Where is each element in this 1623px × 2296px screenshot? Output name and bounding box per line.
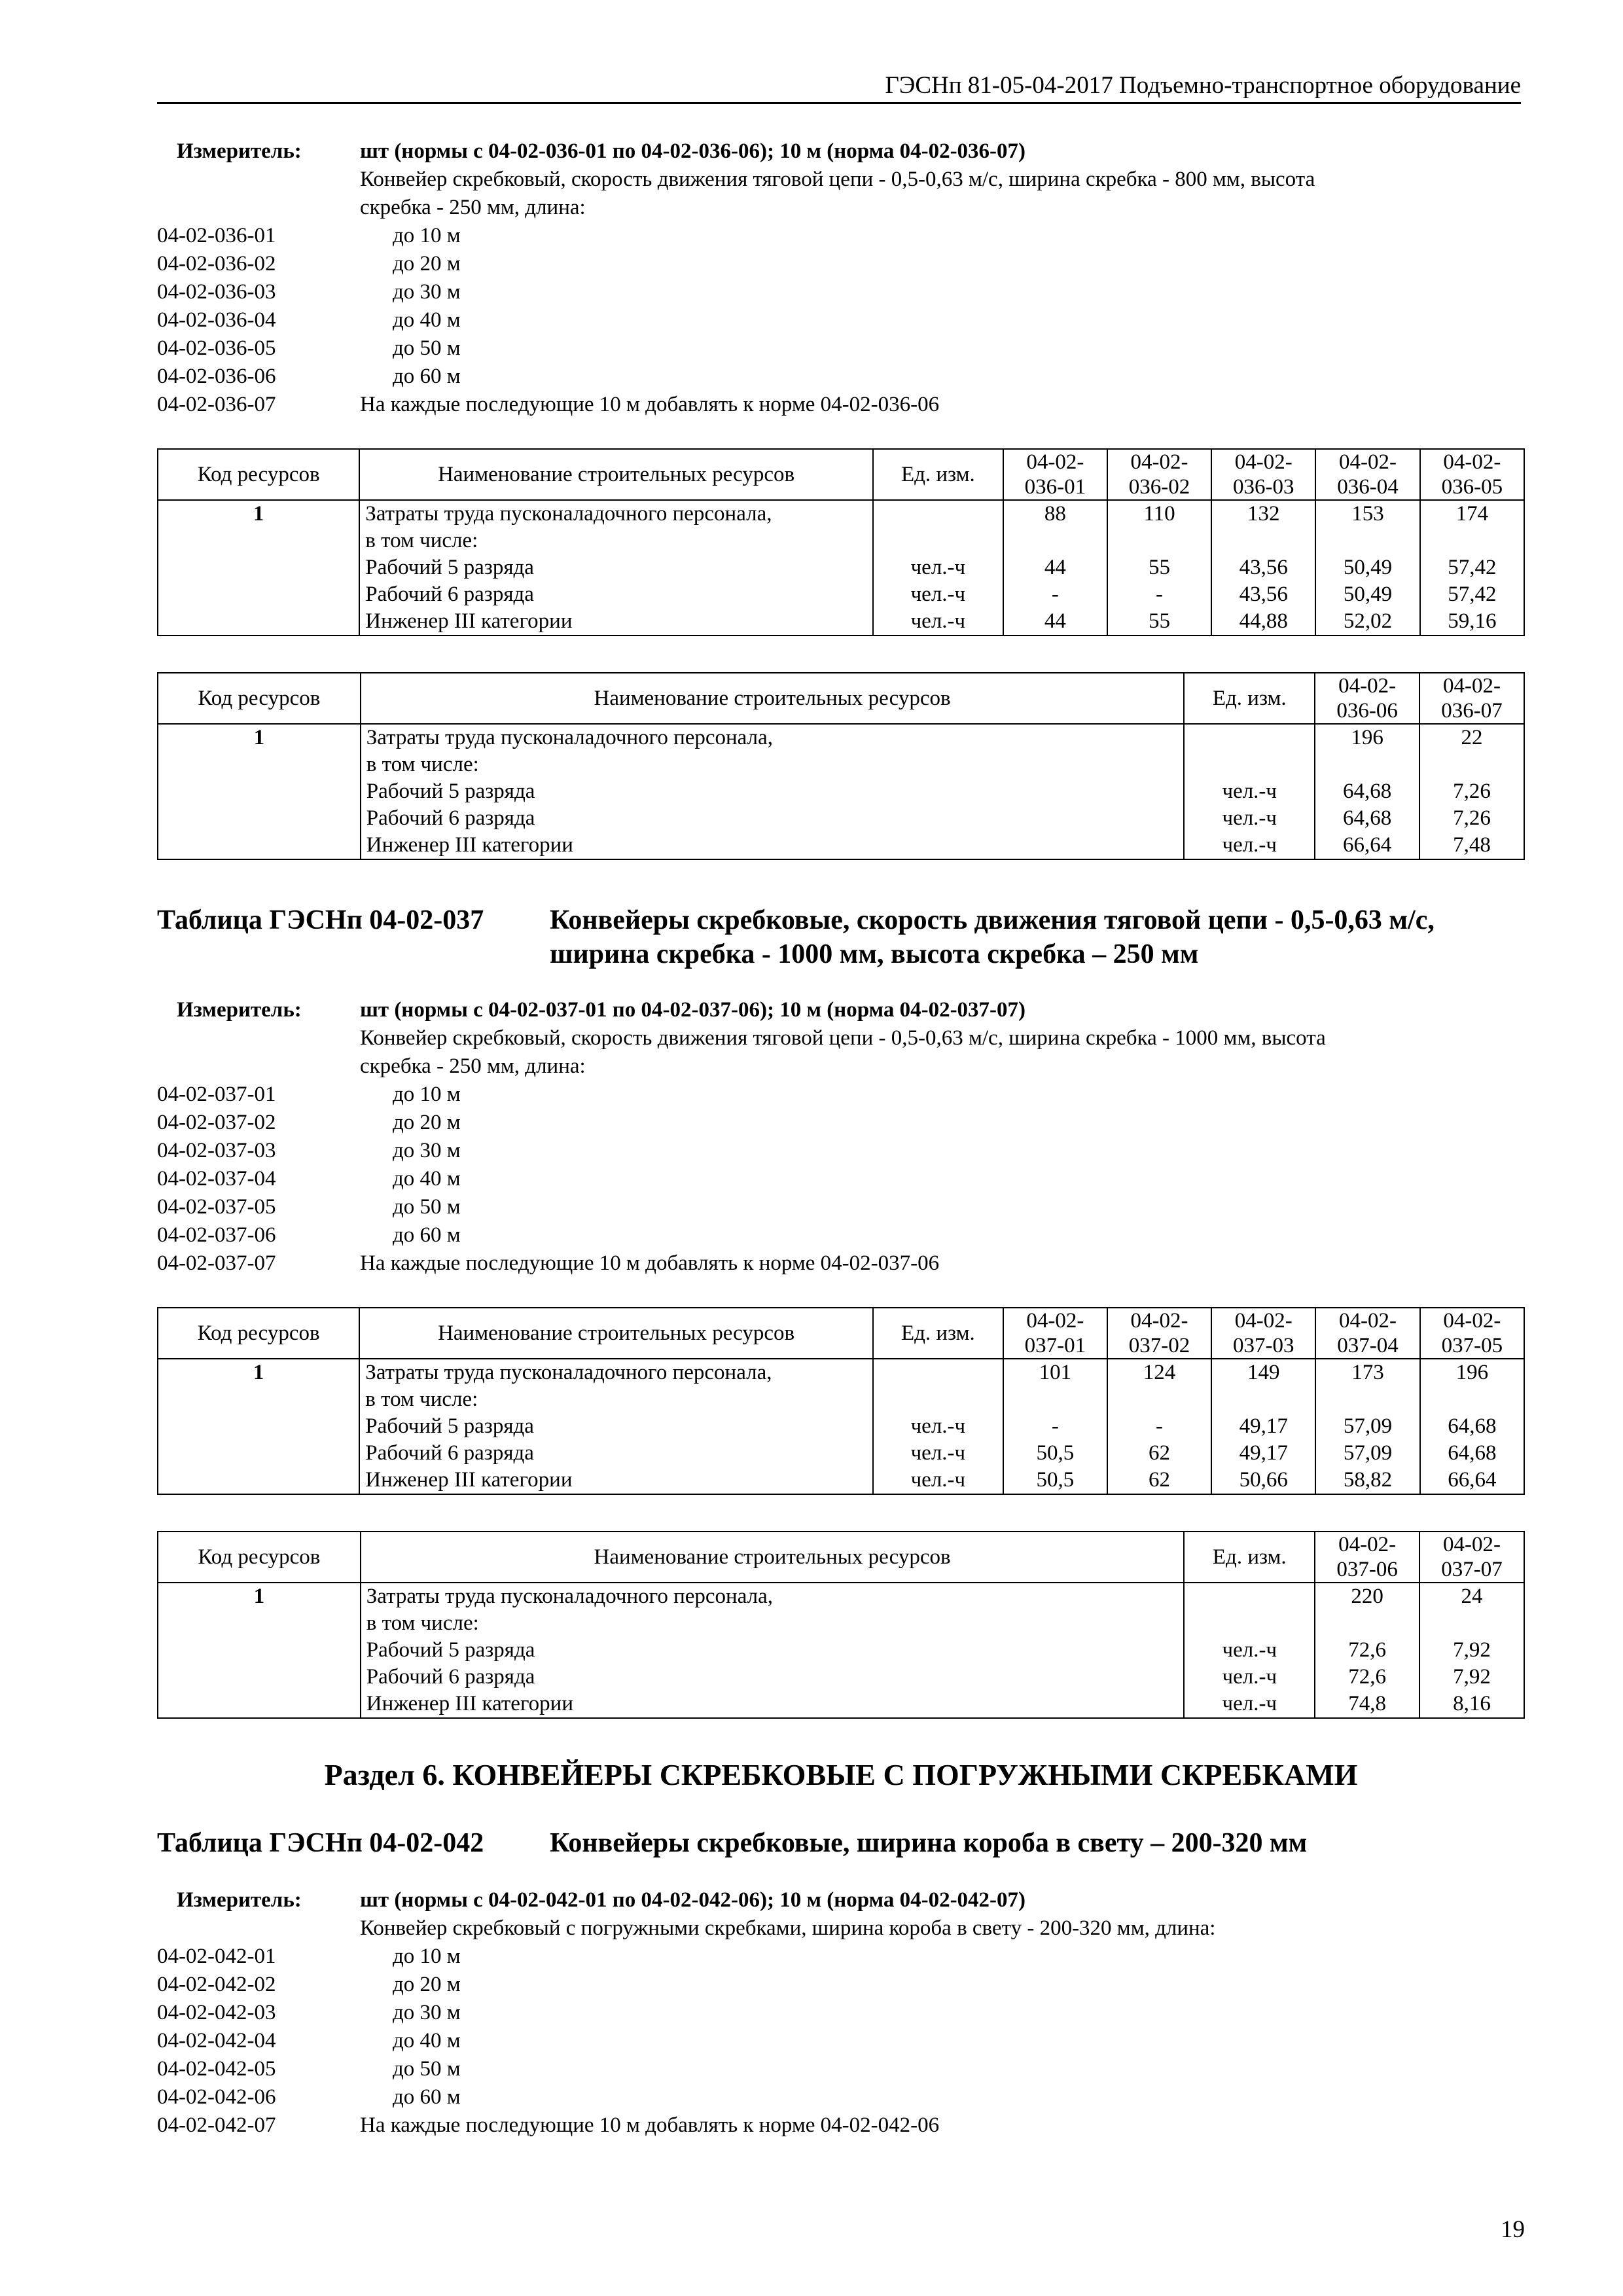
measurer-label: Измеритель:: [177, 1888, 302, 1912]
resource-unit: чел.-ч: [910, 556, 966, 579]
norm-code: 04-02-042-01: [157, 1945, 276, 1968]
norm-description: до 50 м: [393, 336, 461, 360]
measurer-text: шт (нормы с 04-02-036-01 по 04-02-036-06); 10 м (норма 04-02-036-07): [360, 139, 1026, 163]
resource-units: [873, 1359, 1003, 1494]
value-blank: [1321, 1610, 1414, 1637]
norm-values: [1315, 1583, 1419, 1718]
table-header-row: [158, 1532, 1524, 1583]
table-name: Конвейеры скребковые, скорость движения тяговой цепи - 0,5-0,63 м/с, ширина скребка - 1000 мм, высота скребка – 250 мм: [550, 905, 1435, 969]
norm-description: до 20 м: [393, 1111, 461, 1134]
measurer-description: Конвейер скребковый, скорость движения тяговой цепи - 0,5-0,63 м/с, ширина скребка - 1000 мм, высота: [360, 1026, 1326, 1050]
value-total: 88: [1044, 502, 1066, 526]
value-worker5: 64,68: [1448, 1414, 1497, 1438]
resource-name-total: Затраты труда пусконаладочного персонала,: [365, 502, 772, 526]
norm-code-row: [157, 222, 1525, 250]
resource-code: 1: [158, 500, 359, 636]
resource-name-w6: Рабочий 6 разряда: [365, 583, 534, 606]
value-worker6: 57,42: [1448, 583, 1497, 606]
unit-blank: [879, 528, 997, 554]
value-blank: [1217, 1386, 1310, 1413]
header-name: Наименование строительных ресурсов: [361, 1532, 1185, 1583]
norm-code-row: [157, 1165, 1525, 1193]
value-engineer: 62: [1149, 1468, 1170, 1492]
measurer-description-cont: скребка - 250 мм, длина:: [360, 196, 586, 219]
resource-name-w6: Рабочий 6 разряда: [366, 806, 535, 830]
resource-name-eng: Инженер III категории: [366, 833, 573, 857]
resource-unit: чел.-ч: [910, 583, 966, 606]
norm-values: [1107, 500, 1211, 636]
resource-units: [873, 500, 1003, 636]
value-engineer: 59,16: [1448, 609, 1497, 633]
header-norm-code: 04-02- 037-04: [1315, 1308, 1419, 1359]
measurer-text: шт (нормы с 04-02-037-01 по 04-02-037-06); 10 м (норма 04-02-037-07): [360, 998, 1026, 1022]
table-row: [158, 1359, 1524, 1494]
resources-table-036-01-05: [157, 448, 1525, 636]
header-unit: Ед. изм.: [873, 1308, 1003, 1359]
value-blank: [1113, 528, 1205, 554]
resource-unit: чел.-ч: [1222, 1638, 1277, 1662]
header-unit: Ед. изм.: [1184, 1532, 1315, 1583]
norm-description: до 60 м: [393, 2085, 461, 2109]
norm-code: 04-02-036-01: [157, 224, 276, 247]
norm-code-row: [157, 1109, 1525, 1137]
resource-name-w5: Рабочий 5 разряда: [366, 1638, 535, 1662]
value-blank: [1426, 1386, 1518, 1413]
value-engineer: 44,88: [1239, 609, 1288, 633]
resource-code: 1: [158, 724, 361, 859]
header-norm-code: 04-02- 036-07: [1419, 673, 1524, 724]
value-worker6: 64,68: [1342, 806, 1392, 830]
header-code: Код ресурсов: [158, 1308, 359, 1359]
value-engineer: 58,82: [1343, 1468, 1393, 1492]
norm-code: 04-02-042-06: [157, 2085, 276, 2109]
resource-unit: чел.-ч: [1222, 1665, 1277, 1689]
resource-names: [359, 500, 873, 636]
header-norm-code: 04-02- 037-07: [1419, 1532, 1524, 1583]
value-engineer: 7,48: [1453, 833, 1491, 857]
norm-code: 04-02-036-04: [157, 308, 276, 332]
table-title-042: [157, 1826, 1525, 1860]
resources-table-037-06-07: [157, 1531, 1525, 1719]
norm-code-row: [157, 363, 1525, 391]
norm-values: [1107, 1359, 1211, 1494]
measurer-block-042: [157, 1886, 1525, 2140]
norm-code-row: [157, 334, 1525, 363]
value-engineer: 55: [1149, 609, 1170, 633]
resource-name-w6: Рабочий 6 разряда: [365, 1441, 534, 1465]
unit-blank: [1190, 725, 1309, 751]
value-blank: [1217, 528, 1310, 554]
resource-name-eng: Инженер III категории: [366, 1692, 573, 1715]
value-worker6: 7,92: [1453, 1665, 1491, 1689]
norm-code-row: [157, 1193, 1525, 1221]
resource-unit: чел.-ч: [1222, 833, 1277, 857]
resource-name-eng: Инженер III категории: [365, 609, 573, 633]
norm-values: [1315, 500, 1419, 636]
norm-code: 04-02-037-04: [157, 1167, 276, 1191]
resource-units: [1184, 724, 1315, 859]
table-number: Таблица ГЭСНп 04-02-037: [157, 905, 484, 935]
norm-code: 04-02-037-07: [157, 1251, 276, 1275]
resource-name-incl: в том числе:: [365, 529, 478, 552]
value-worker5: 64,68: [1342, 780, 1392, 803]
unit-blank: [1190, 1583, 1309, 1610]
norm-code: 04-02-042-04: [157, 2029, 276, 2053]
value-engineer: 66,64: [1448, 1468, 1497, 1492]
header-norm-code: 04-02- 036-04: [1315, 449, 1419, 500]
norm-description: до 40 м: [393, 1167, 461, 1191]
resource-name-incl: в том числе:: [366, 753, 479, 776]
value-worker5: 55: [1149, 556, 1170, 579]
value-engineer: 44: [1044, 609, 1066, 633]
value-worker5: 72,6: [1348, 1638, 1387, 1662]
resource-name-w5: Рабочий 5 разряда: [365, 1414, 534, 1438]
norm-values: [1315, 724, 1419, 859]
value-worker6: 72,6: [1348, 1665, 1387, 1689]
norm-values: [1211, 500, 1315, 636]
norm-description: до 20 м: [393, 252, 461, 276]
value-worker6: 50,49: [1343, 583, 1393, 606]
measurer-description: Конвейер скребковый, скорость движения тяговой цепи - 0,5-0,63 м/с, ширина скребка - 800 мм, высота: [360, 168, 1315, 191]
page-header: ГЭСНп 81-05-04-2017 Подъемно-транспортное оборудование: [157, 71, 1521, 104]
resource-code: 1: [158, 1359, 359, 1494]
resource-unit: чел.-ч: [910, 1414, 966, 1438]
value-worker5: 44: [1044, 556, 1066, 579]
table-title-037: [157, 903, 1525, 971]
value-engineer: 66,64: [1342, 833, 1392, 857]
value-worker5: 57,42: [1448, 556, 1497, 579]
value-worker6: 7,26: [1453, 806, 1491, 830]
unit-blank: [879, 501, 997, 528]
norm-code-row: [157, 1137, 1525, 1165]
norm-description: до 30 м: [393, 2001, 461, 2024]
resource-name-w6: Рабочий 6 разряда: [366, 1665, 535, 1689]
resource-name-w5: Рабочий 5 разряда: [366, 780, 535, 803]
value-engineer: 52,02: [1343, 609, 1393, 633]
norm-values: [1211, 1359, 1315, 1494]
norm-code: 04-02-036-06: [157, 365, 276, 388]
resource-names: [359, 1359, 873, 1494]
norm-code: 04-02-042-02: [157, 1973, 276, 1996]
resource-name-incl: в том числе:: [366, 1611, 479, 1635]
norm-values: [1420, 500, 1524, 636]
resource-name-total: Затраты труда пусконаладочного персонала,: [366, 1585, 773, 1608]
norm-description: до 60 м: [393, 365, 461, 388]
measurer-block-037: [157, 996, 1525, 1278]
header-name: Наименование строительных ресурсов: [361, 673, 1185, 724]
value-engineer: 50,5: [1036, 1468, 1075, 1492]
resource-unit: чел.-ч: [1222, 1692, 1277, 1715]
norm-code-row: [157, 1943, 1525, 1971]
resource-name-total: Затраты труда пусконаладочного персонала,: [365, 1361, 772, 1384]
table-row: [158, 500, 1524, 636]
norm-values: [1419, 724, 1524, 859]
measurer-row: [157, 1886, 1525, 1914]
page-number: 19: [1501, 2216, 1525, 2243]
value-blank: [1321, 1386, 1414, 1413]
norm-code: 04-02-036-03: [157, 280, 276, 304]
header-name: Наименование строительных ресурсов: [359, 1308, 873, 1359]
table-header-row: [158, 673, 1524, 724]
norm-description: до 40 м: [393, 308, 461, 332]
norm-code-row: [157, 1221, 1525, 1249]
value-worker5: -: [1051, 1414, 1059, 1438]
resource-unit: чел.-ч: [910, 1468, 966, 1492]
header-norm-code: 04-02- 036-05: [1420, 449, 1524, 500]
value-worker5: 49,17: [1239, 1414, 1288, 1438]
norm-code-row: [157, 250, 1525, 278]
norm-description: На каждые последующие 10 м добавлять к норме 04-02-042-06: [360, 2113, 940, 2137]
value-total: 24: [1461, 1585, 1483, 1608]
value-total: 220: [1351, 1585, 1383, 1608]
norm-code: 04-02-037-01: [157, 1083, 276, 1106]
measurer-row: [157, 996, 1525, 1024]
norm-code-row: [157, 2055, 1525, 2083]
norm-code: 04-02-036-07: [157, 393, 276, 416]
measurer-row: [157, 137, 1525, 166]
measurer-description: Конвейер скребковый с погружными скребками, ширина короба в свету - 200-320 мм, длина:: [360, 1916, 1216, 1940]
norm-values: [1419, 1583, 1524, 1718]
unit-blank: [1190, 1610, 1309, 1637]
table-row: [158, 724, 1524, 859]
value-worker6: 49,17: [1239, 1441, 1288, 1465]
value-total: 22: [1461, 726, 1483, 749]
value-worker5: 50,49: [1343, 556, 1393, 579]
value-total: 132: [1247, 502, 1280, 526]
header-norm-code: 04-02- 037-06: [1315, 1532, 1419, 1583]
value-worker6: -: [1156, 583, 1163, 606]
header-code: Код ресурсов: [158, 673, 361, 724]
norm-values: [1420, 1359, 1524, 1494]
section-title: Раздел 6. КОНВЕЙЕРЫ СКРЕБКОВЫЕ С ПОГРУЖНЫМИ СКРЕБКАМИ: [324, 1758, 1358, 1791]
value-total: 173: [1351, 1361, 1384, 1384]
norm-description: до 30 м: [393, 280, 461, 304]
value-worker5: 43,56: [1239, 556, 1288, 579]
norm-code-row: [157, 2111, 1525, 2140]
resource-name-incl: в том числе:: [365, 1388, 478, 1411]
value-blank: [1425, 751, 1518, 778]
norm-code-row: [157, 391, 1525, 419]
table-header-row: [158, 1308, 1524, 1359]
norm-description: до 50 м: [393, 1195, 461, 1219]
measurer-label: Измеритель:: [177, 998, 302, 1022]
value-worker6: 50,5: [1036, 1441, 1075, 1465]
value-blank: [1321, 528, 1414, 554]
norm-values: [1003, 1359, 1107, 1494]
value-worker5: 57,09: [1343, 1414, 1393, 1438]
norm-description: На каждые последующие 10 м добавлять к норме 04-02-037-06: [360, 1251, 940, 1275]
unit-blank: [1190, 751, 1309, 778]
norm-code: 04-02-036-05: [157, 336, 276, 360]
norm-description: до 30 м: [393, 1139, 461, 1162]
resource-code: 1: [158, 1583, 361, 1718]
header-code: Код ресурсов: [158, 1532, 361, 1583]
resource-name-w5: Рабочий 5 разряда: [365, 556, 534, 579]
norm-code: 04-02-037-02: [157, 1111, 276, 1134]
value-total: 153: [1351, 502, 1384, 526]
value-blank: [1009, 528, 1101, 554]
value-engineer: 8,16: [1453, 1692, 1491, 1715]
header-norm-code: 04-02- 037-03: [1211, 1308, 1315, 1359]
measurer-label: Измеритель:: [177, 139, 302, 163]
value-blank: [1425, 1610, 1518, 1637]
value-blank: [1426, 528, 1518, 554]
value-total: 124: [1143, 1361, 1176, 1384]
value-total: 196: [1455, 1361, 1489, 1384]
value-worker5: 7,26: [1453, 780, 1491, 803]
value-total: 196: [1351, 726, 1383, 749]
resources-table-037-01-05: [157, 1307, 1525, 1495]
norm-description: до 20 м: [393, 1973, 461, 1996]
header-norm-code: 04-02- 036-03: [1211, 449, 1315, 500]
norm-code: 04-02-037-06: [157, 1223, 276, 1247]
header-unit: Ед. изм.: [873, 449, 1003, 500]
norm-code: 04-02-042-03: [157, 2001, 276, 2024]
value-total: 174: [1455, 502, 1489, 526]
resource-name-eng: Инженер III категории: [365, 1468, 573, 1492]
resources-table-036-06-07: [157, 672, 1525, 860]
table-row: [158, 1583, 1524, 1718]
norm-values: [1315, 1359, 1419, 1494]
unit-blank: [879, 1359, 997, 1386]
norm-code-row: [157, 278, 1525, 306]
value-worker5: 7,92: [1453, 1638, 1491, 1662]
resource-unit: чел.-ч: [910, 609, 966, 633]
header-norm-code: 04-02- 037-01: [1003, 1308, 1107, 1359]
header-norm-code: 04-02- 036-02: [1107, 449, 1211, 500]
value-total: 101: [1039, 1361, 1072, 1384]
resource-names: [361, 1583, 1185, 1718]
norm-code-row: [157, 1249, 1525, 1278]
table-number: Таблица ГЭСНп 04-02-042: [157, 1828, 484, 1858]
value-blank: [1009, 1386, 1101, 1413]
value-engineer: 50,66: [1239, 1468, 1288, 1492]
table-name: Конвейеры скребковые, ширина короба в свету – 200-320 мм: [550, 1828, 1308, 1858]
norm-code: 04-02-036-02: [157, 252, 276, 276]
value-worker6: -: [1051, 583, 1059, 606]
measurer-description-cont: скребка - 250 мм, длина:: [360, 1054, 586, 1078]
value-total: 110: [1143, 502, 1175, 526]
norm-values: [1003, 500, 1107, 636]
value-worker6: 62: [1149, 1441, 1170, 1465]
norm-description: На каждые последующие 10 м добавлять к норме 04-02-036-06: [360, 393, 940, 416]
resource-unit: чел.-ч: [1222, 806, 1277, 830]
value-engineer: 74,8: [1348, 1692, 1387, 1715]
value-worker5: -: [1156, 1414, 1163, 1438]
resource-names: [361, 724, 1185, 859]
unit-blank: [879, 1386, 997, 1413]
value-worker6: 43,56: [1239, 583, 1288, 606]
norm-description: до 60 м: [393, 1223, 461, 1247]
norm-description: до 10 м: [393, 1083, 461, 1106]
norm-code-row: [157, 1999, 1525, 2027]
measurer-block-036: [157, 137, 1525, 419]
measurer-text: шт (нормы с 04-02-042-01 по 04-02-042-06); 10 м (норма 04-02-042-07): [360, 1888, 1026, 1912]
header-norm-code: 04-02- 037-05: [1420, 1308, 1524, 1359]
norm-code: 04-02-042-05: [157, 2057, 276, 2081]
resource-name-total: Затраты труда пусконаладочного персонала,: [366, 726, 773, 749]
resource-unit: чел.-ч: [1222, 780, 1277, 803]
norm-code: 04-02-037-03: [157, 1139, 276, 1162]
resource-units: [1184, 1583, 1315, 1718]
value-worker6: 64,68: [1448, 1441, 1497, 1465]
value-total: 149: [1247, 1361, 1280, 1384]
norm-description: до 10 м: [393, 1945, 461, 1968]
header-code: Код ресурсов: [158, 449, 359, 500]
norm-code: 04-02-042-07: [157, 2113, 276, 2137]
norm-code: 04-02-037-05: [157, 1195, 276, 1219]
norm-code-row: [157, 2083, 1525, 2111]
header-unit: Ед. изм.: [1184, 673, 1315, 724]
norm-code-row: [157, 2027, 1525, 2055]
norm-description: до 40 м: [393, 2029, 461, 2053]
table-header-row: [158, 449, 1524, 500]
value-blank: [1113, 1386, 1205, 1413]
norm-description: до 50 м: [393, 2057, 461, 2081]
header-norm-code: 04-02- 036-06: [1315, 673, 1419, 724]
header-name: Наименование строительных ресурсов: [359, 449, 873, 500]
resource-unit: чел.-ч: [910, 1441, 966, 1465]
value-blank: [1321, 751, 1414, 778]
header-norm-code: 04-02- 036-01: [1003, 449, 1107, 500]
norm-code-row: [157, 306, 1525, 334]
norm-description: до 10 м: [393, 224, 461, 247]
norm-code-row: [157, 1971, 1525, 1999]
value-worker6: 57,09: [1343, 1441, 1393, 1465]
norm-code-row: [157, 1081, 1525, 1109]
header-norm-code: 04-02- 037-02: [1107, 1308, 1211, 1359]
